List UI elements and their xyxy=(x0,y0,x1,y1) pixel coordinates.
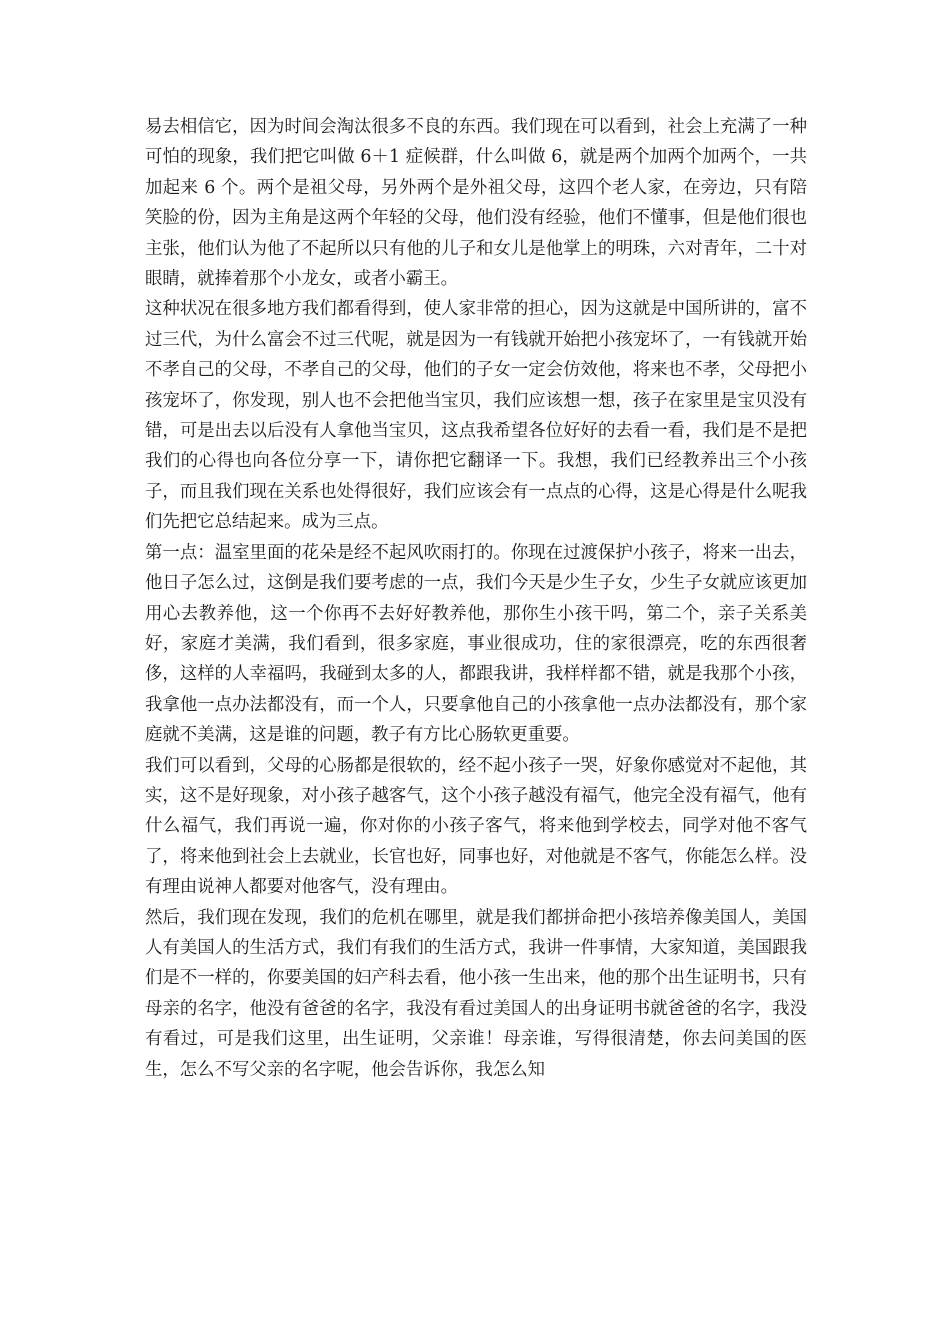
paragraph-5: 然后，我们现在发现，我们的危机在哪里，就是我们都拼命把小孩培养像美国人，美国人有美国人的生活方式，我们有我们的生活方式，我讲一件事情，大家知道，美国跟我们是不一样的，你要美国的妇产科去看，他小孩一生出来，他的那个出生证明书，只有母亲的名字，他没有爸爸的名字，我没有看过美国人的出身证明书就爸爸的名字，我没有看过，可是我们这里，出生证明，父亲谁！母亲谁，写得很清楚，你去问美国的医生，怎么不写父亲的名字呢，他会告诉你，我怎么知 xyxy=(145,907,807,1080)
paragraph-1: 易去相信它，因为时间会淘汰很多不良的东西。我们现在可以看到，社会上充满了一种可怕的现象，我们把它叫做 6＋1 症候群，什么叫做 6，就是两个加两个加两个，一共加起来 6 个。两个是祖父母，另外两个是外祖父母，这四个老人家，在旁边，只有陪笑脸的份，因为主角是这两个年轻的父母，他们没有经验，他们不懂事，但是他们很也主张，他们认为他了不起所以只有他的儿子和女儿是他掌上的明珠，六对青年，二十对眼睛，就捧着那个小龙女，或者小霸王。 xyxy=(145,117,807,290)
document-body xyxy=(145,112,807,1085)
paragraph-4: 我们可以看到，父母的心肠都是很软的，经不起小孩子一哭，好象你感觉对不起他，其实，这不是好现象，对小孩子越客气，这个小孩子越没有福气，他完全没有福气，他有什么福气，我们再说一遍，你对你的小孩子客气，将来他到学校去，同学对他不客气了，将来他到社会上去就业，长官也好，同事也好，对他就是不客气，你能怎么样。没有理由说神人都要对他客气，没有理由。 xyxy=(145,755,807,898)
paragraph-3: 第一点：温室里面的花朵是经不起风吹雨打的。你现在过渡保护小孩子，将来一出去，他日子怎么过，这倒是我们要考虑的一点，我们今天是少生子女，少生子女就应该更加用心去教养他，这一个你再不去好好教养他，那你生小孩干吗，第二个，亲子关系美好，家庭才美满，我们看到，很多家庭，事业很成功，住的家很漂亮，吃的东西很奢侈，这样的人幸福吗，我碰到太多的人，都跟我讲，我样样都不错，就是我那个小孩，我拿他一点办法都没有，而一个人，只要拿他自己的小孩拿他一点办法都没有，那个家庭就不美满，这是谁的问题，教子有方比心肠软更重要。 xyxy=(145,542,807,746)
paragraph-2: 这种状况在很多地方我们都看得到，使人家非常的担心，因为这就是中国所讲的，富不过三代，为什么富会不过三代呢，就是因为一有钱就开始把小孩宠坏了，一有钱就开始不孝自己的父母，不孝自己的父母，他们的子女一定会仿效他，将来也不孝，父母把小孩宠坏了，你发现，别人也不会把他当宝贝，我们应该想一想，孩子在家里是宝贝没有错，可是出去以后没有人拿他当宝贝，这点我希望各位好好的去看一看，我们是不是把我们的心得也向各位分享一下，请你把它翻译一下。我想，我们已经教养出三个小孩子，而且我们现在关系也处得很好，我们应该会有一点点的心得，这是心得是什么呢我们先把它总结起来。成为三点。 xyxy=(145,299,807,533)
